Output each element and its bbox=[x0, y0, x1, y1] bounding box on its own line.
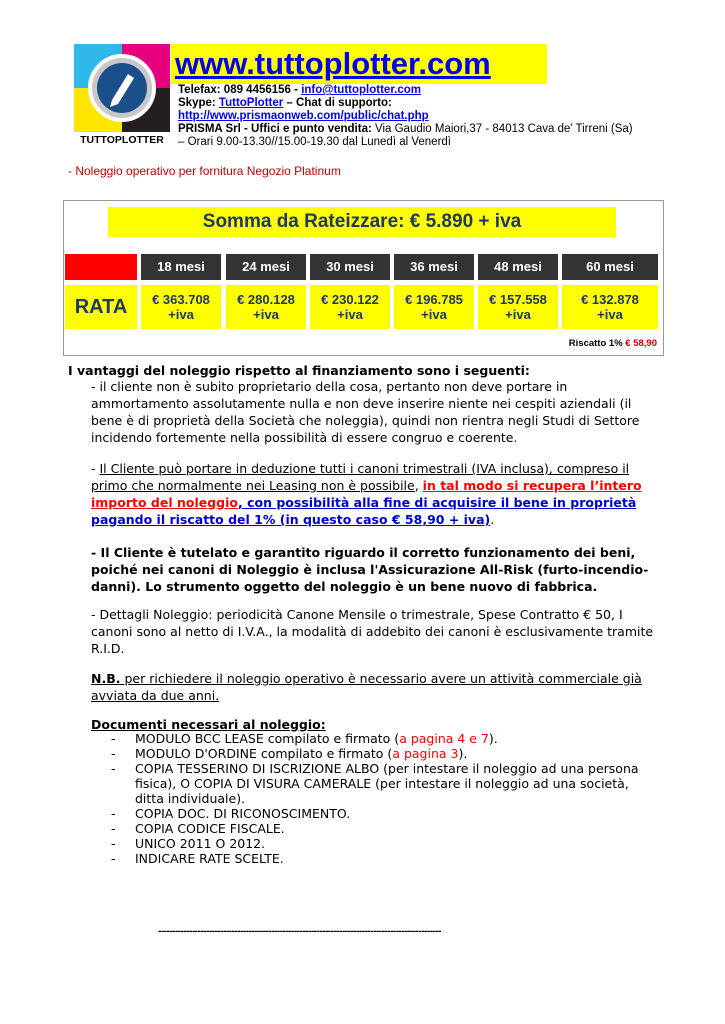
rate-amount: € 363.708 bbox=[152, 292, 210, 307]
doc-text-end: ). bbox=[488, 731, 498, 746]
advantage-2-highlight: in tal modo si recupera l’intero importo del noleggio bbox=[91, 478, 642, 510]
phone-label: Telefax: 089 4456156 - bbox=[178, 84, 302, 96]
rate-suffix: +iva bbox=[421, 307, 447, 322]
hours-line: – Orari 9.00-13.30//15.00-19.30 dal Lunedì al Venerdì bbox=[178, 136, 452, 148]
nb-label: N.B. bbox=[91, 671, 121, 686]
rate-suffix: +iva bbox=[597, 307, 623, 322]
rate-cell bbox=[310, 285, 390, 329]
period-header: 48 mesi bbox=[478, 254, 558, 280]
logo-text: TUTTOPLOTTER bbox=[80, 134, 164, 146]
footer-rule: ---------------------------------------------------------------------------------------------------- bbox=[158, 926, 442, 937]
skype-suffix: – Chat di supporto: bbox=[283, 97, 392, 109]
doc-item bbox=[111, 746, 651, 761]
advantage-2 bbox=[91, 460, 659, 528]
doc-page-ref: a pagina 4 e 7 bbox=[399, 731, 489, 746]
riscatto-value: € 58,90 bbox=[625, 338, 657, 349]
doc-item: - INDICARE RATE SCELTE. bbox=[111, 851, 651, 866]
skype-link[interactable]: TuttoPlotter bbox=[218, 97, 284, 109]
address-line bbox=[178, 123, 633, 136]
rate-amount: € 132.878 bbox=[581, 292, 639, 307]
doc-item: - COPIA TESSERINO DI ISCRIZIONE ALBO (per intestare il noleggio ad una persona fisica), O COPIA DI VISURA CAMERALE (per intestare il noleggio ad una società, ditta individuale). bbox=[111, 761, 651, 806]
docs-list bbox=[111, 731, 651, 866]
company-name: PRISMA Srl - Uffici e punto vendita: bbox=[178, 123, 372, 135]
doc-text: MODULO BCC LEASE compilato e firmato ( bbox=[135, 731, 400, 746]
rate-suffix: +iva bbox=[337, 307, 363, 322]
company-address: Via Gaudio Maiori,37 - 84013 Cava de’ Tirreni (Sa) bbox=[371, 123, 633, 135]
total-amount: Somma da Rateizzare: € 5.890 + iva bbox=[108, 207, 616, 237]
company-logo bbox=[74, 44, 170, 148]
rate-cell bbox=[562, 285, 658, 329]
rate-amount: € 230.122 bbox=[321, 292, 379, 307]
contact-line bbox=[178, 84, 421, 97]
period-header: 24 mesi bbox=[226, 254, 306, 280]
riscatto-note bbox=[569, 338, 657, 349]
advantage-2-riscatto: , con possibilità alla fine di acquisire il bene in proprietà pagando il riscatto del 1% (in questo caso € 58,90 + iva) bbox=[91, 495, 637, 527]
chat-link[interactable]: http://www.prismaonweb.com/public/chat.php bbox=[178, 110, 429, 122]
email-link[interactable]: info@tuttoplotter.com bbox=[301, 84, 421, 96]
doc-item: - COPIA CODICE FISCALE. bbox=[111, 821, 651, 836]
advantage-2-dash: - bbox=[91, 461, 100, 476]
nb-note bbox=[91, 670, 659, 704]
skype-line bbox=[178, 97, 392, 110]
doc-item: - UNICO 2011 O 2012. bbox=[111, 836, 651, 851]
advantage-2-text: Il Cliente può portare in deduzione tutti i canoni trimestrali (IVA inclusa), compreso il primo che normalmente nei Leasing non è possibile bbox=[91, 461, 630, 493]
advantage-2-end: . bbox=[490, 512, 495, 527]
advantage-1: - il cliente non è subito proprietario della cosa, pertanto non deve portare in ammortamento assolutamente nulla e non deve inserire niente nei cespiti aziendali (il bene è di proprietà della Società che noleggia), quindi non rientra negli Studi di Settore incidendo fortemente nella possibilità di essere congruo e coerente. bbox=[91, 379, 640, 445]
rate-cell bbox=[394, 285, 474, 329]
rate-suffix: +iva bbox=[168, 307, 194, 322]
chat-line bbox=[178, 110, 429, 123]
rate-cell bbox=[478, 285, 558, 329]
nb-text: per richiedere il noleggio operativo è necessario avere un attività commerciale già avviata da due anni. bbox=[91, 671, 642, 703]
rate-amount: € 157.558 bbox=[489, 292, 547, 307]
rate-cell bbox=[141, 285, 221, 329]
period-header: 60 mesi bbox=[562, 254, 658, 280]
doc-text: MODULO D'ORDINE compilato e firmato ( bbox=[135, 746, 393, 761]
riscatto-label: Riscatto 1% bbox=[568, 338, 626, 349]
rental-details: - Dettagli Noleggio: periodicità Canone Mensile o trimestrale, Spese Contratto € 50, I canoni sono al netto di I.V.A., la modalità di addebito dei canoni è esclusivamente tramite R.I.D. bbox=[91, 607, 654, 656]
advantage-2-comma: , bbox=[414, 478, 423, 493]
rate-amount: € 280.128 bbox=[237, 292, 295, 307]
period-header: 30 mesi bbox=[310, 254, 390, 280]
advantage-3: - Il Cliente è tutelato e garantito riguardo il corretto funzionamento dei beni, poiché nei canoni di Noleggio è inclusa l'Assicurazione All-Risk (furto-incendio-danni). Lo strumento oggetto del noleggio è un bene nuovo di fabbrica. bbox=[91, 545, 649, 594]
page-subtitle: - Noleggio operativo per fornitura Negozio Platinum bbox=[68, 164, 341, 178]
skype-label: Skype: bbox=[178, 97, 219, 109]
doc-item: - COPIA DOC. DI RICONOSCIMENTO. bbox=[111, 806, 651, 821]
period-header: 18 mesi bbox=[141, 254, 221, 280]
rate-cell bbox=[226, 285, 306, 329]
rate-suffix: +iva bbox=[253, 307, 279, 322]
advantages-heading: I vantaggi del noleggio rispetto al finanziamento sono i seguenti: bbox=[68, 363, 530, 378]
doc-item bbox=[111, 731, 651, 746]
rate-suffix: +iva bbox=[505, 307, 531, 322]
rate-amount: € 196.785 bbox=[405, 292, 463, 307]
doc-text-end: ). bbox=[458, 746, 468, 761]
rata-label: RATA bbox=[65, 285, 137, 329]
period-header: 36 mesi bbox=[394, 254, 474, 280]
site-url-link[interactable]: www.tuttoplotter.com bbox=[171, 44, 547, 84]
docs-title: Documenti necessari al noleggio: bbox=[91, 717, 326, 732]
doc-page-ref: a pagina 3 bbox=[392, 746, 459, 761]
header-corner-cell bbox=[65, 254, 137, 280]
